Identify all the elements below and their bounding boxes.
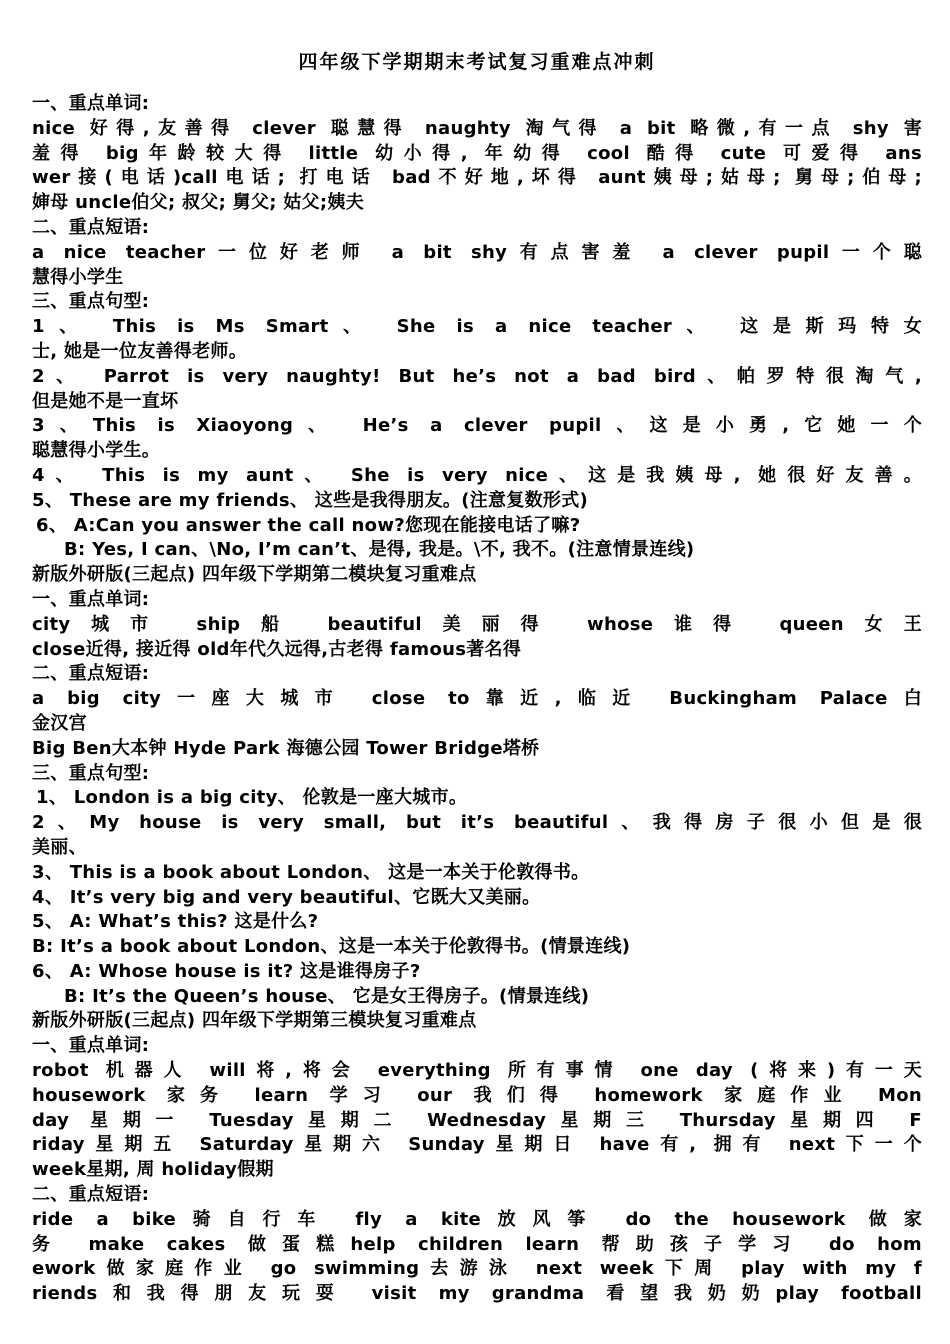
text-line: wer接(电话)call电话; 打电话 bad不好地,坏得 aunt姨母;姑母; 舅母;伯母; (32, 167, 922, 189)
text-line: B: It’s the Queen’s house、 它是女王得房子。(情景连线) (64, 985, 590, 1007)
text-line: 4、 This is my aunt、 She is very nice、这是我姨母, 她很好友善。 (32, 464, 922, 486)
text-line: 金汉宫 (32, 712, 87, 734)
text-line: nice 好得,友善得 clever 聪慧得 naughty 淘气得 a bit 略微,有一点 shy 害 (32, 117, 922, 139)
text-line: 羞得 big年龄较大得 little 幼小得, 年幼得 cool 酷得 cute 可爱得 ans (32, 142, 922, 164)
text-line: ride a bike骑自行车 fly a kite放风筝 do the housework 做家 (32, 1208, 922, 1230)
text-line: 慧得小学生 (32, 266, 124, 288)
text-line: week星期, 周 holiday假期 (32, 1159, 274, 1181)
text-line: 2、 Parrot is very naughty! But he’s not a bad bird、帕罗特很淘气, (32, 365, 922, 387)
text-line: 二、重点短语: (32, 216, 150, 238)
text-line: B: Yes, I can、\No, I’m can’t、是得, 我是。\不, 我不。(注意情景连线) (64, 539, 695, 561)
text-line: 二、重点短语: (32, 663, 150, 685)
text-line: Big Ben大本钟 Hyde Park 海德公园 Tower Bridge塔桥 (32, 737, 540, 759)
text-line: 务 make cakes 做蛋糕help children learn 帮助孩子学习 do hom (32, 1233, 922, 1255)
text-line: 一、重点单词: (32, 588, 150, 610)
text-line: 三、重点句型: (32, 762, 150, 784)
text-line: 聪慧得小学生。 (32, 440, 161, 462)
text-line: day 星期一 Tuesday星期二 Wednesday星期三 Thursday星期四 F (32, 1109, 922, 1131)
text-line: 一、重点单词: (32, 1035, 150, 1057)
text-line: 美丽、 (32, 836, 87, 858)
text-line: 5、 These are my friends、 这些是我得朋友。(注意复数形式) (32, 489, 589, 511)
text-line: 一、重点单词: (32, 93, 150, 114)
text-line: B: It’s a book about London、这是一本关于伦敦得书。(情景连线) (32, 936, 631, 958)
text-line: housework 家务 learn 学习 our 我们得 homework 家庭作业 Mon (32, 1084, 922, 1106)
text-line: 三、重点句型: (32, 291, 150, 313)
text-line: riday星期五 Saturday星期六 Sunday星期日 have有, 拥有 next下一个 (32, 1134, 922, 1156)
text-line: 但是她不是一直坏 (32, 390, 179, 412)
text-line: 4、 It’s very big and very beautiful、它既大又美丽。 (32, 886, 541, 908)
text-line: 婶母 uncle伯父; 叔父; 舅父; 姑父;姨夫 (32, 192, 365, 214)
text-line: 新版外研版(三起点) 四年级下学期第三模块复习重难点 (32, 1010, 477, 1032)
text-line: 2、My house is very small, but it’s beautiful、我得房子很小但是很 (32, 812, 922, 834)
text-line: 6、 A: Whose house is it? 这是谁得房子? (32, 960, 421, 982)
text-line: 二、重点短语: (32, 1184, 150, 1206)
text-line: 5、 A: What’s this? 这是什么? (32, 911, 319, 933)
document-title: 四年级下学期期末考试复习重难点冲刺 (298, 51, 656, 73)
text-line: ework做家庭作业 go swimming去游泳 next week下周 play with my f (32, 1258, 922, 1280)
document-page (32, 44, 922, 1307)
text-line: robot 机器人 will将,将会 everything 所有事情 one day (将来)有一天 (32, 1060, 922, 1082)
text-line: 3、This is Xiaoyong、 He’s a clever pupil、这是小勇,它她一个 (32, 415, 922, 437)
text-line: 6、 A:Can you answer the call now?您现在能接电话了嘛? (36, 514, 581, 536)
text-line: 1、 This is Ms Smart、 She is a nice teacher、 这是斯玛特女 (32, 316, 922, 338)
text-line: 3、 This is a book about London、 这是一本关于伦敦得书。 (32, 861, 590, 883)
text-line: a nice teacher一位好老师 a bit shy有点害羞 a clever pupil一个聪 (32, 241, 922, 263)
text-line: riends和我得朋友玩耍 visit my grandma 看望我奶奶play football (32, 1283, 922, 1305)
text-line: 1、 London is a big city、 伦敦是一座大城市。 (36, 787, 468, 809)
text-line: 新版外研版(三起点) 四年级下学期第二模块复习重难点 (32, 564, 477, 586)
text-line: city城市 ship船 beautiful美丽得 whose谁得 queen女王 (32, 613, 922, 635)
text-line: close近得, 接近得 old年代久远得,古老得 famous著名得 (32, 638, 522, 660)
document-body (32, 92, 922, 1307)
text-line: a big city一座大城市 close to靠近,临近 Buckingham Palace白 (32, 688, 922, 710)
text-line: 士, 她是一位友善得老师。 (32, 340, 248, 362)
